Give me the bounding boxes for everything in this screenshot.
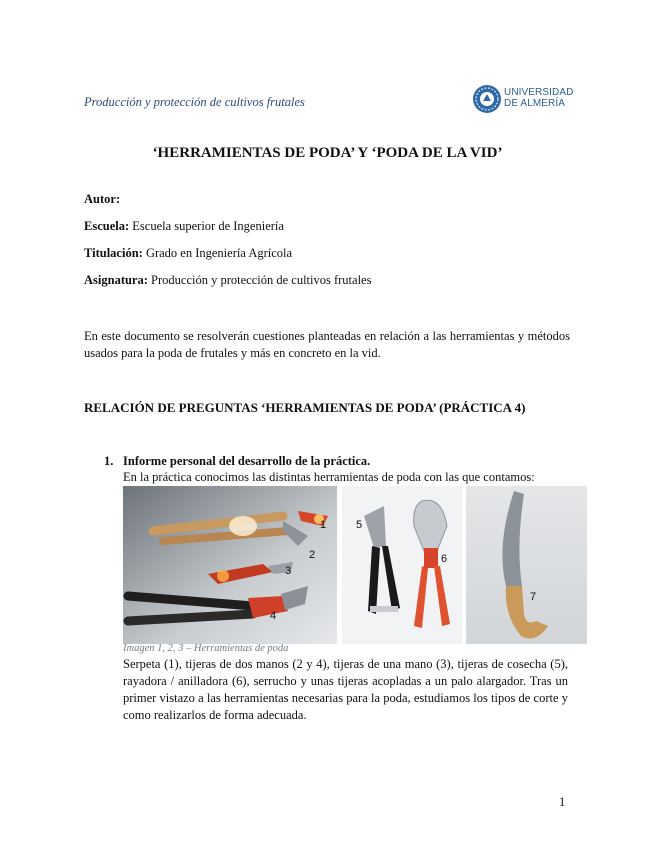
degree-value: Grado en Ingeniería Agrícola: [145, 246, 293, 260]
school-value: Escuela superior de Ingeniería: [132, 219, 284, 233]
photo2-label-6: 6: [441, 553, 448, 565]
author-line: [84, 192, 120, 207]
photo-pruning-saw: [466, 486, 587, 644]
photo-pruning-tools-2: [342, 486, 462, 644]
photo2-label-5: 5: [356, 519, 363, 531]
photo1-label-1: 1: [320, 519, 327, 531]
document-title: ‘HERRAMIENTAS DE PODA’ Y ‘PODA DE LA VID’: [152, 145, 503, 161]
photo1-label-4: 4: [270, 610, 277, 622]
subject-line: [84, 273, 371, 288]
university-logo: [472, 83, 574, 115]
school-line: [84, 219, 284, 234]
running-header: Producción y protección de cultivos frutales: [84, 95, 305, 109]
question-number: 1.: [104, 454, 114, 468]
section-heading: RELACIÓN DE PREGUNTAS ‘HERRAMIENTAS DE PODA’ (PRÁCTICA 4): [84, 400, 526, 415]
author-label: Autor:: [84, 192, 121, 206]
photo3-label-7: 7: [530, 591, 537, 603]
subject-label: Asignatura:: [84, 273, 148, 287]
photo-pruning-tools-1: [123, 486, 337, 644]
body-paragraph: Serpeta (1), tijeras de dos manos (2 y 4), tijeras de una mano (3), tijeras de cosecha (5), rayadora / anilladora (6), serrucho y unas tijeras acopladas a un palo alargador. Tras un primer vistazo a las herramientas necesarias para la poda, estudiamos los tipos de corte y como realizarlos de forma adecuada.: [123, 657, 568, 722]
school-label: Escuela:: [84, 219, 130, 233]
question-subtitle: En la práctica conocimos las distintas herramientas de poda con las que contamos:: [123, 470, 535, 484]
logo-line-2: DE ALMERÍA: [504, 97, 566, 109]
logo-line-1: UNIVERSIDAD: [504, 87, 574, 98]
figure-caption: Imagen 1, 2, 3 – Herramientas de poda: [123, 643, 289, 654]
degree-line: [84, 246, 292, 261]
photo1-label-2: 2: [309, 549, 316, 561]
university-seal-icon: [472, 84, 502, 114]
photo1-label-3: 3: [285, 565, 292, 577]
intro-paragraph: En este documento se resolverán cuestiones planteadas en relación a las herramientas y métodos usados para la poda de frutales y más en concreto en la vid.: [84, 329, 570, 360]
subject-value: Producción y protección de cultivos frutales: [151, 273, 372, 287]
degree-label: Titulación:: [84, 246, 143, 260]
question-title: Informe personal del desarrollo de la práctica.: [123, 454, 371, 468]
page-number: 1: [559, 795, 566, 809]
